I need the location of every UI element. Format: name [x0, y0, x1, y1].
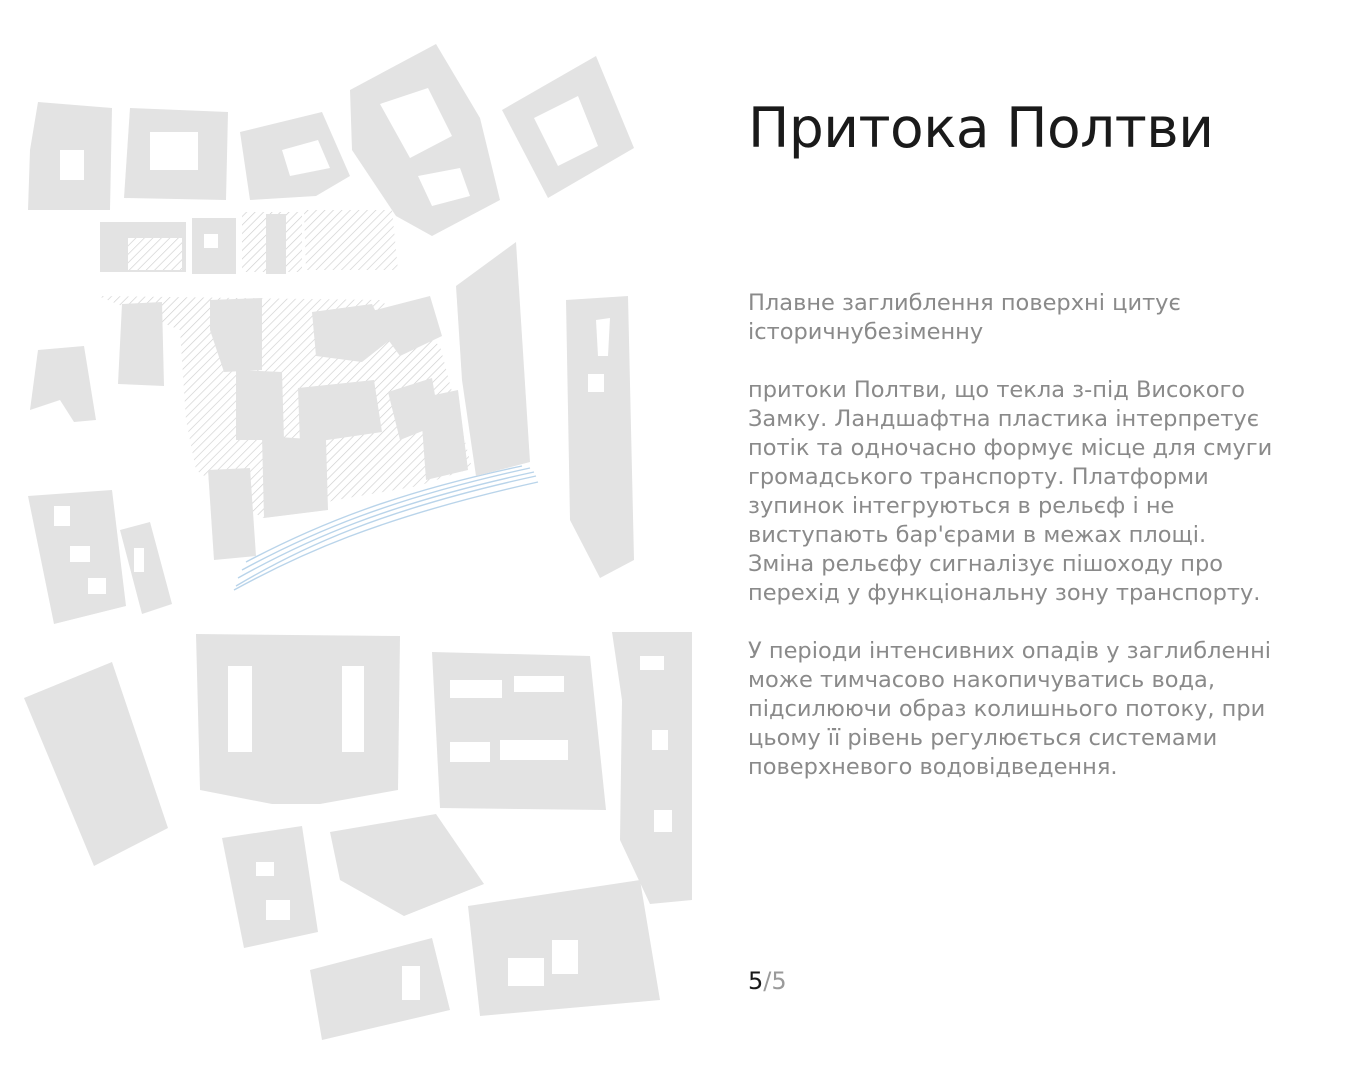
description — [748, 289, 1278, 811]
building-block-e2 — [566, 296, 634, 578]
building-block-s4 — [468, 880, 660, 1016]
building-block-w1 — [30, 346, 96, 422]
page-separator: / — [763, 967, 772, 995]
building-block-s3 — [310, 938, 450, 1040]
building-block-ne — [502, 56, 634, 198]
text-panel — [748, 96, 1308, 160]
page-current: 5 — [748, 967, 764, 995]
building-block-s-long — [24, 662, 168, 866]
building-block-s-center — [432, 652, 606, 810]
building-block-n3 — [350, 44, 500, 236]
page-total: 5 — [771, 967, 787, 995]
building-block-s2 — [330, 814, 484, 916]
paragraph-2: притоки Полтви, що текла з-під Високого Замку. Ландшафтна пластика інтерпретує потік та одночасно формує місце для смуги громадського транспорту. Платформи зупинок інтегруються в рельєф і не виступають бар'єрами в межах площі. Зміна рельєфу сигналізує пішоходу про перехід у функціональну зону транспорту. — [748, 377, 1273, 606]
building-block-s-east — [612, 632, 692, 904]
paragraph-3: У періоди інтенсивних опадів у заглибленні може тимчасово накопичуватись вода, підсилюючи образ колишнього потоку, при цьому її рівень регулюється системами поверхневого водовідведення. — [748, 638, 1272, 780]
building-block-sw — [222, 826, 318, 948]
building-block-n1 — [124, 108, 228, 200]
building-block-nw — [28, 102, 112, 210]
building-row-hatched — [100, 210, 398, 274]
building-block-s-civic — [196, 634, 400, 804]
building-block-e1 — [456, 242, 530, 476]
page-indicator — [748, 966, 787, 996]
building-block-n2 — [240, 112, 350, 200]
building-block-w2 — [28, 490, 126, 624]
paragraph-1: Плавне заглиблення поверхні цитує історичнубезіменну — [748, 290, 1181, 345]
building-block-w3 — [120, 522, 172, 614]
page-title: Притока Полтви — [748, 96, 1214, 160]
central-square-hatched — [98, 296, 472, 560]
